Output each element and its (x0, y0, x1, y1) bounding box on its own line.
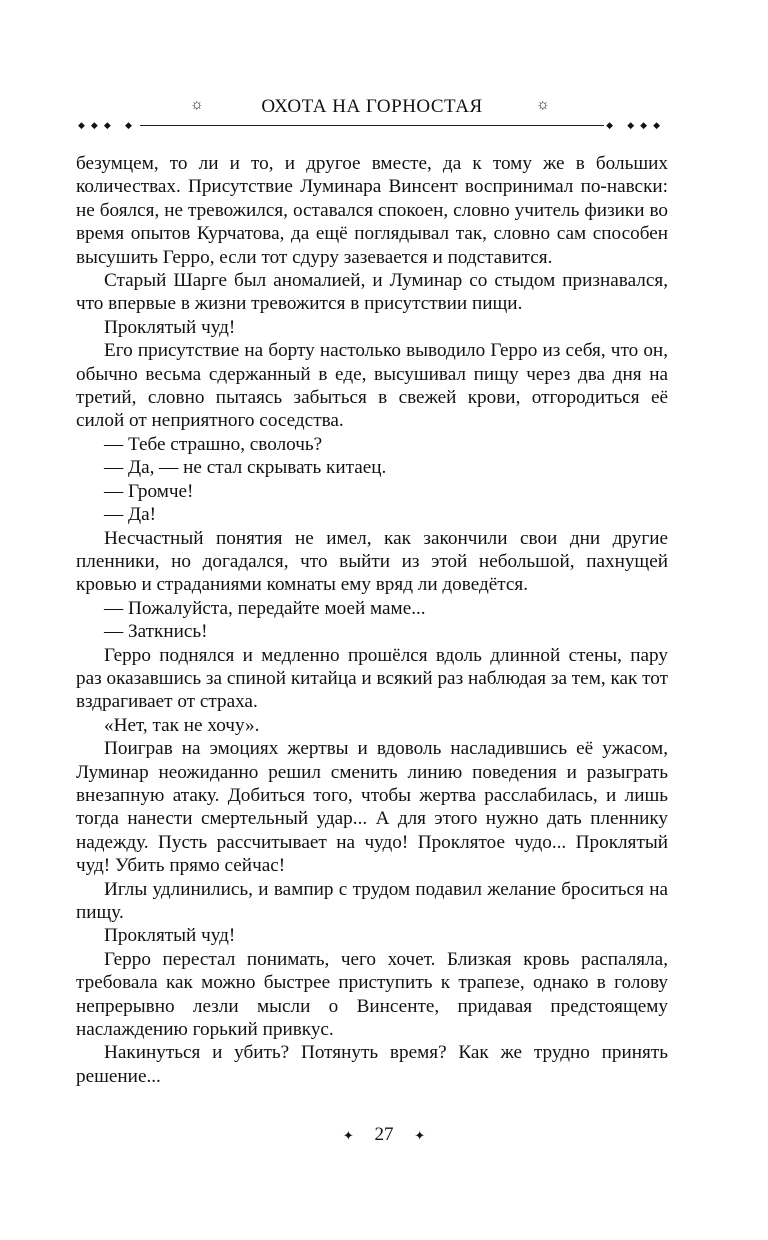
dialogue-line: — Да, — не стал скрывать китаец. (104, 457, 387, 479)
paragraph: Старый Шарге был аномалией, и Луминар со стыдом признавался, что впервые в жизни тревожится в присутствии пищи. (76, 270, 668, 315)
page-body (76, 152, 668, 1088)
star-ornament-icon: ✦ (414, 1127, 426, 1143)
paragraph: Проклятый чуд! (104, 925, 236, 947)
paragraph: Накинуться и убить? Потянуть время? Как же трудно принять решение... (76, 1042, 668, 1087)
diamond-dots-icon: ◆◆◆ ◆ (78, 120, 138, 130)
paragraph: Герро перестал понимать, чего хочет. Близкая кровь распаляла, требовала как можно быстрее приступить к трапезе, однако в голову непрерывно лезли мысли о Винсенте, придавая предстоящему наслаждению горький привкус. (76, 948, 668, 1041)
dialogue-line: — Заткнись! (104, 621, 208, 643)
paragraph: Проклятый чуд! (104, 316, 236, 338)
running-header (76, 92, 668, 132)
paragraph: Несчастный понятия не имел, как закончили свои дни другие пленники, но догадался, что выйти из этой небольшой, пахнущей кровью и страданиями комнаты ему вряд ли доведётся. (76, 527, 668, 596)
header-divider (76, 125, 668, 126)
sun-ornament-icon: ☼ (190, 97, 204, 113)
page-footer (0, 1124, 768, 1146)
dialogue-line: — Громче! (104, 480, 194, 502)
paragraph: Иглы удлинились, и вампир с трудом подавил желание броситься на пищу. (76, 878, 668, 923)
paragraph: Герро поднялся и медленно прошёлся вдоль длинной стены, пару раз оказавшись за спиной китайца и всякий раз наблюдая за тем, как тот вздрагивает от страха. (76, 644, 668, 713)
paragraph: безумцем, то ли и то, и другое вместе, да к тому же в больших количествах. Присутствие Луминара Винсент воспринимал по-навски: не боялся, не тревожился, оставался спокоен, словно учитель физики во время опытов Курчатова, да ещё поглядывал так, словно сам способен высушить Герро, если тот сдуру зазевается и подставится. (76, 153, 668, 268)
book-title: ОХОТА НА ГОРНОСТАЯ (261, 96, 483, 117)
dialogue-line: — Да! (104, 504, 156, 526)
dialogue-line: — Тебе страшно, сволочь? (104, 433, 323, 455)
paragraph: «Нет, так не хочу». (104, 714, 260, 736)
paragraph: Поиграв на эмоциях жертвы и вдоволь насладившись её ужасом, Луминар неожиданно решил сменить линию поведения и разыграть внезапную атаку. Добиться того, чтобы жертва расслабилась, и лишь тогда нанести смертельный удар... А для этого нужно дать пленнику надежду. Пусть рассчитывает на чудо! Проклятое чудо... Проклятый чуд! Убить прямо сейчас! (76, 738, 668, 877)
paragraph: Его присутствие на борту настолько выводило Герро из себя, что он, обычно весьма сдержанный в еде, высушивал пищу через два дня на третий, словно пытаясь забыться в свежей крови, отгородиться её силой от неприятного соседства. (76, 340, 668, 432)
star-ornament-icon: ✦ (342, 1127, 354, 1143)
diamond-dots-icon: ◆ ◆◆◆ (606, 120, 666, 130)
page-number: 27 (374, 1124, 394, 1145)
dialogue-line: — Пожалуйста, передайте моей маме... (104, 597, 426, 619)
sun-ornament-icon: ☼ (536, 97, 550, 113)
